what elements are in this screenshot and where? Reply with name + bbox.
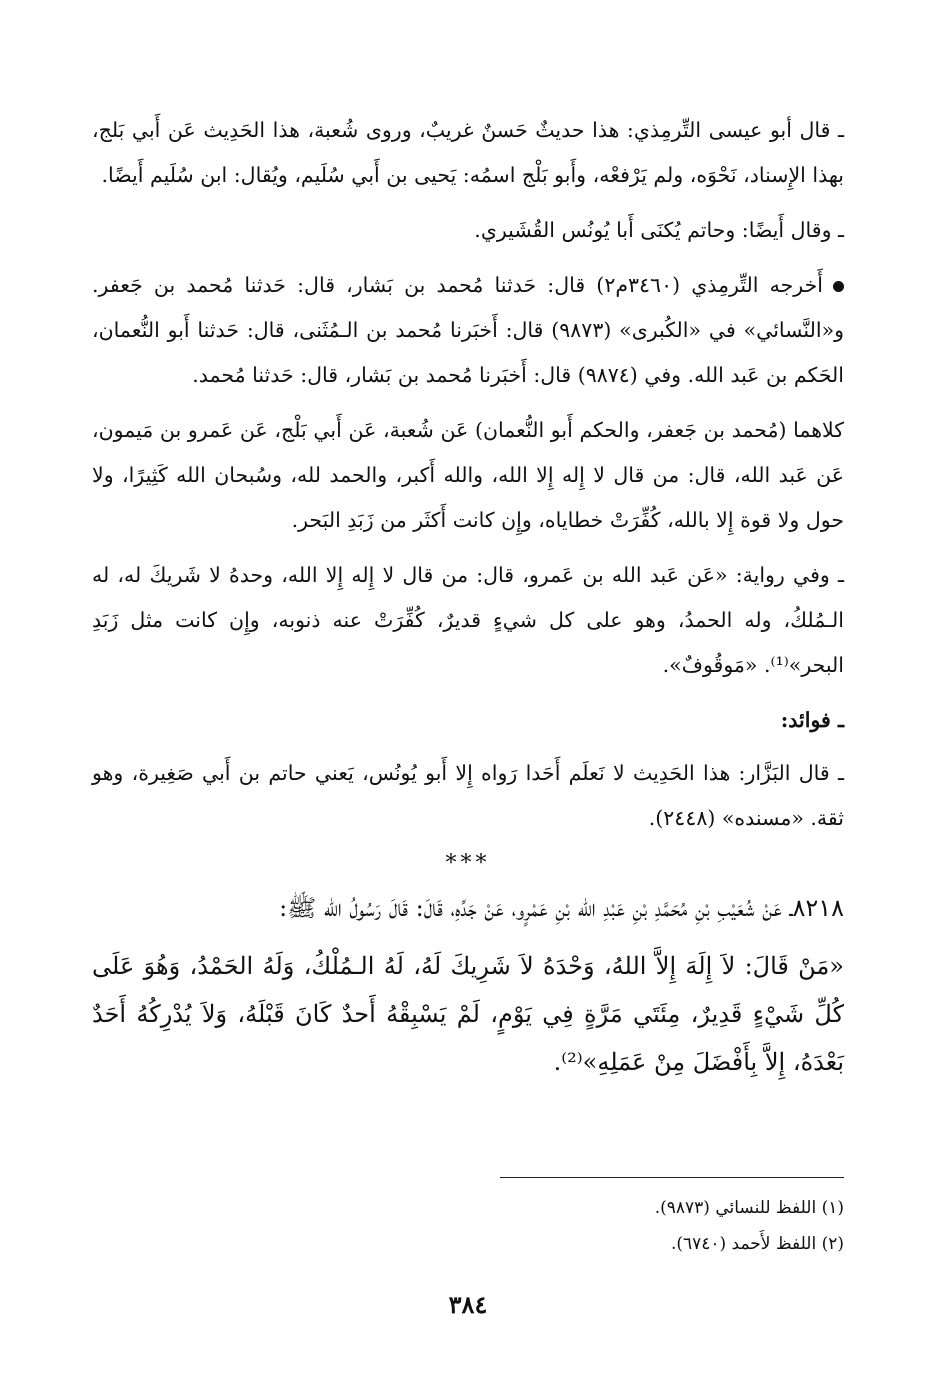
hadith-text: «مَنْ قَالَ: لاَ إِلَهَ إِلاَّ اللهُ، وَحْدَهُ لاَ شَرِيكَ لَهُ، لَهُ الـمُلْكُ، وَلَهُ الحَمْدُ، وَهُوَ عَلَى كُلِّ شَيْءٍ قَدِيرٌ، مِئَتَي مَرَّةٍ فِي يَوْمٍ، لَمْ يَسْبِقْهُ أَحدٌ كَانَ قَبْلَهُ، وَلاَ يُدْرِكُهُ أَحَدٌ بَعْدَهُ، إِلاَّ بِأَفْضَلَ مِنْ عَمَلِهِ»⁽²⁾. <box>92 952 844 1076</box>
section-heading-fawaid: ـ فوائد: <box>780 708 844 732</box>
paragraph-bazzar: ـ قال البَزَّار: هذا الحَدِيث لا نَعلَم أَحَدا رَواه إِلا أَبو يُونُس، يَعني حاتم بن أَبي صَغِيرة، وهو ثقة. «مسنده» (٢٤٤٨). <box>92 761 844 830</box>
paragraph-tirmidhi-comment: ـ قال أبو عيسى التِّرمِذي: هذا حديثٌ حَسنٌ غريبٌ، وروى شُعبة، هذا الحَدِيث عَن أَبي بَلج، بهذا الإِسناد، نَحْوَه، ولم يَرْفعْه، وأَبو بَلْج اسمُه: يَحيى بن أَبي سُلَيم، ويُقال: ابن سُلَيم أَيضًا. <box>92 118 844 187</box>
footnote-divider <box>500 1177 844 1178</box>
footnote-1: (١) اللفظ للنسائي (٩٨٧٣). <box>654 1198 844 1218</box>
footnote-2: (٢) اللفظ لأَحمد (٦٧٤٠). <box>670 1234 844 1254</box>
paragraph-variant-narration: ـ وفي رواية: «عَن عَبد الله بن عَمرو، قال: من قال لا إِله إِلا الله، وحدهُ لا شَريكَ له، له الـمُلكُ، وله الحمدُ، وهو على كل شيءٍ قديرٌ، كُفِّرَتْ عنه ذنوبه، وإِن كانت مثل زَبَدِ البحر»⁽¹⁾. «مَوقُوفٌ». <box>92 563 844 677</box>
page-body <box>92 108 844 1096</box>
paragraph-both-narrations: كلاهما (مُحمد بن جَعفر، والحكم أَبو النُّعمان) عَن شُعبة، عَن أَبي بَلْج، عَن عَمرو بن مَيمون، عَن عَبد الله، قال: من قال لا إِله إِلا الله، والله أَكبر، والحمد لله، وسُبحان الله كَثِيرًا، ولا حول ولا قوة إِلا بالله، كُفِّرَتْ خطاياه، وإِن كانت أَكثَر من زَبَدِ البَحر. <box>92 418 844 532</box>
page-number: ٣٨٤ <box>448 1290 488 1319</box>
section-separator-stars: *** <box>445 851 491 876</box>
bullet-icon <box>833 281 844 292</box>
hadith-isnad: عَنْ شُعَيْبِ بْنِ مُحَمَّدِ بْنِ عَبْدِ الله بْنِ عَمْرٍو، عَنْ جَدِّهِ، قَالَ: قَالَ رَسُولُ الله ﷺ: <box>279 894 782 922</box>
paragraph-tirmidhi-note: ـ وقال أَيضًا: وحاتم يُكنَى أَبا يُونُس القُشَيري. <box>474 218 844 242</box>
hadith-number: ٨٢١٨ـ <box>789 894 844 922</box>
footnotes <box>92 1190 844 1262</box>
paragraph-takhrij-text: أَخرجه التِّرمِذي (٣٤٦٠م٢) قال: حَدثنا مُحمد بن بَشار، قال: حَدثنا مُحمد بن جَعفر. و«النَّسائي» في «الكُبرى» (٩٨٧٣) قال: أَخبَرنا مُحمد بن الـمُثَنى، قال: حَدثنا أَبو النُّعمان، الحَكم بن عَبد الله. وفي (٩٨٧٤) قال: أَخبَرنا مُحمد بن بَشار، قال: حَدثنا مُحمد. <box>92 273 845 387</box>
paragraph-takhrij <box>92 263 844 398</box>
hadith-intro <box>92 884 844 932</box>
